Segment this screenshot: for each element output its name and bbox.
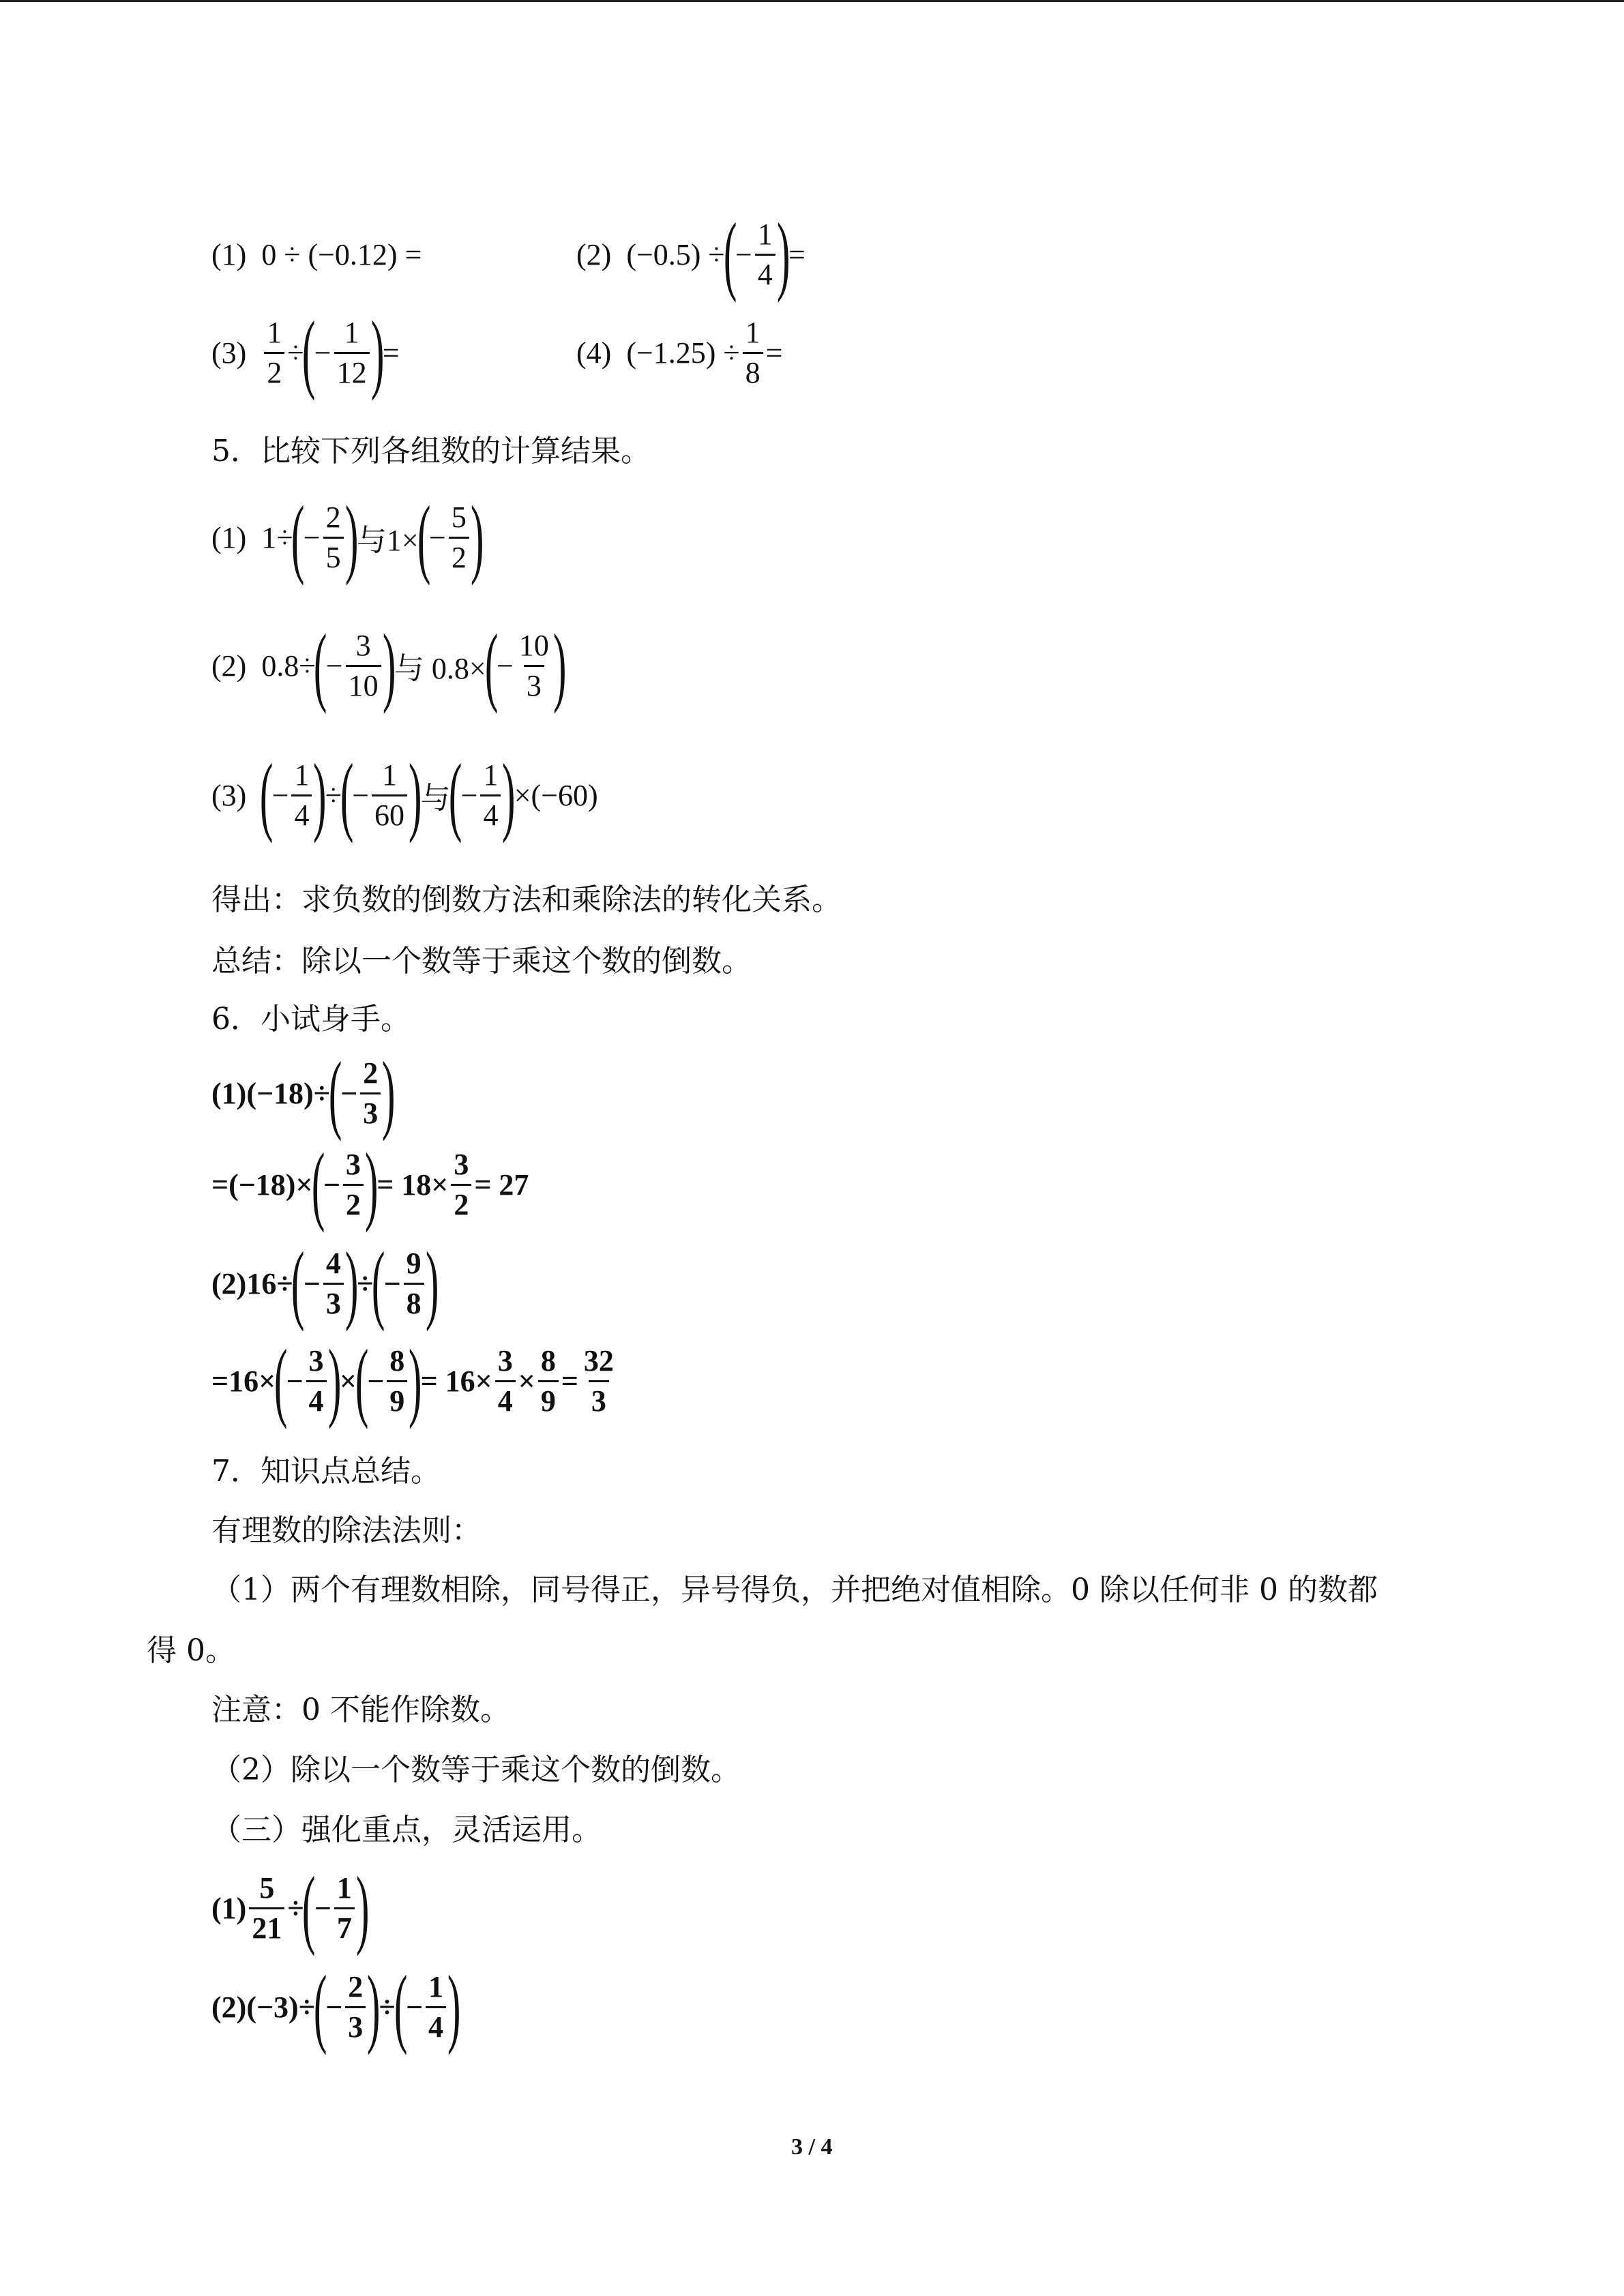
expression-part: (−0.5) ÷ [626,237,725,271]
denominator: 12 [334,352,370,388]
left-paren: ( [372,1234,385,1332]
fraction [323,500,344,574]
problem-4 [576,308,782,397]
left-paren: ( [291,488,305,586]
minus-sign: − [303,520,321,554]
denominator: 4 [480,794,501,831]
fraction [334,1870,355,1945]
operator: ÷ [357,1266,374,1300]
minus-sign: − [325,648,343,683]
numerator: 1 [267,315,282,349]
minus-sign: − [352,778,370,812]
left-paren: ( [314,616,327,715]
denominator: 4 [306,1380,327,1416]
result: = 27 [474,1167,529,1202]
expression-part: 与 [420,781,451,815]
equals: = [765,336,783,370]
minus-sign: − [323,1167,340,1202]
problem-label: (4) [576,336,612,370]
minus-sign: − [367,1364,385,1398]
right-paren: ) [552,616,567,715]
left-paren: ( [484,616,499,715]
minus-sign: − [460,778,478,812]
denominator: 9 [538,1380,559,1416]
page-number: 3 / 4 [791,2134,833,2160]
minus-sign: − [314,1891,331,1925]
denominator: 3 [589,1380,609,1416]
right-paren: ) [327,1332,341,1430]
left-paren: ( [311,1135,325,1234]
problem-2 [576,205,806,303]
left-paren: ( [313,1958,327,2056]
note-text: 注意：0 不能作除数。 [211,1693,510,1727]
numerator: 1 [336,1870,352,1905]
operator: × [339,1364,357,1398]
right-paren: ) [355,1859,370,1957]
question-5-title: 5．比较下列各组数的计算结果。 [211,434,651,468]
fraction [755,217,776,291]
denominator: 3 [345,2006,366,2042]
expression-part: (−18)× [228,1167,313,1202]
equals: = [211,1167,229,1202]
problem-label: (2) [211,648,247,683]
fraction [404,1246,424,1320]
equals: = [561,1364,578,1398]
minus-sign: − [314,336,331,370]
problem-label: (2) [211,1266,247,1300]
numerator: 9 [406,1246,422,1280]
numerator: 1 [428,1969,444,2003]
operator: ÷ [287,1891,304,1925]
left-paren: ( [449,746,462,844]
fraction [516,628,552,702]
expression-part: 16÷ [246,1266,293,1300]
exercise-2 [211,1958,461,2056]
equals: = [211,1364,229,1398]
left-paren: ( [302,303,316,402]
fraction [449,500,469,574]
denominator: 8 [404,1283,424,1319]
rule-1-text-continued: 得 0。 [147,1633,235,1668]
minus-sign: − [271,778,289,812]
numerator: 1 [757,217,773,251]
solution-2-line-1 [211,1234,439,1332]
right-paren: ) [370,303,384,402]
expression-part: = 16× [420,1364,492,1398]
numerator: 8 [389,1343,405,1377]
numerator: 8 [540,1343,556,1377]
operator: ÷ [325,778,342,812]
denominator: 21 [249,1907,284,1943]
operator: × [518,1364,535,1398]
problem-label: (1) [211,1891,247,1925]
numerator: 3 [308,1343,324,1377]
numerator: 3 [355,628,371,662]
expression-part: (−18)÷ [246,1076,330,1110]
denominator: 5 [323,537,344,573]
right-paren: ) [470,488,484,586]
numerator: 32 [583,1343,614,1377]
left-paren: ( [291,1234,305,1332]
numerator: 2 [348,1969,364,2003]
numerator: 10 [518,628,549,662]
expression-part: (−1.25) ÷ [626,336,740,370]
rule-2-text: （2）除以一个数等于乘这个数的倒数。 [211,1753,741,1787]
left-paren: ( [260,746,274,844]
fraction [306,1343,327,1418]
denominator: 10 [346,665,381,701]
expression-part: 16× [228,1364,276,1398]
fraction [451,1147,471,1221]
denominator: 3 [323,1283,344,1319]
fraction [538,1343,559,1418]
denominator: 3 [524,665,544,701]
compare-2 [211,616,567,715]
right-paren: ) [408,746,422,844]
summary-text: 总结：除以一个数等于乘这个数的倒数。 [211,944,752,979]
question-6-title: 6．小试身手。 [211,1002,411,1037]
solution-1-line-2 [211,1135,529,1234]
minus-sign: − [303,1266,321,1300]
denominator: 7 [334,1907,355,1943]
question-7-title: 7．知识点总结。 [211,1454,441,1489]
compare-1 [211,488,484,586]
operator: ÷ [379,1990,396,2024]
denominator: 4 [291,794,312,831]
right-paren: ) [364,1135,379,1234]
expression-part: 与 0.8× [394,652,486,685]
left-paren: ( [417,488,431,586]
fraction [743,315,763,389]
right-paren: ) [425,1234,439,1332]
left-paren: ( [394,1958,408,2056]
fraction [291,760,312,831]
expression-part: ×(−60) [514,778,598,812]
expression: 0 ÷ (−0.12) = [261,237,422,271]
right-paren: ) [447,1958,461,2056]
denominator: 8 [743,352,763,388]
minus-sign: − [325,1990,343,2024]
equals: = [382,336,400,370]
fraction [360,1058,381,1129]
equals: = [788,237,806,271]
denominator: 4 [426,2006,446,2042]
numerator: 3 [345,1147,361,1181]
denominator: 9 [387,1380,407,1416]
problem-1 [211,210,422,299]
left-paren: ( [302,1859,316,1957]
right-paren: ) [502,746,516,844]
numerator: 4 [325,1246,341,1280]
numerator: 5 [259,1870,275,1905]
right-paren: ) [409,1332,422,1430]
problem-label: (1) [211,1076,247,1110]
denominator: 2 [451,1184,471,1220]
numerator: 1 [382,758,398,792]
left-paren: ( [274,1332,288,1430]
minus-sign: − [497,648,514,683]
minus-sign: − [429,520,446,554]
left-paren: ( [355,1332,369,1430]
fraction [334,315,370,389]
top-border-line [0,0,1624,2]
fraction [249,1870,284,1945]
denominator: 3 [360,1092,381,1129]
expression-part: (−3)÷ [246,1990,315,2024]
denominator: 2 [264,352,284,388]
numerator: 1 [294,758,310,792]
problem-label: (2) [576,237,612,271]
minus-sign: − [735,237,752,271]
right-paren: ) [344,488,358,586]
rule-heading: 有理数的除法法则： [211,1513,482,1548]
expression-part: 1÷ [261,520,293,554]
denominator: 60 [372,794,407,831]
problem-label: (1) [211,237,247,271]
numerator: 1 [745,315,761,349]
numerator: 2 [325,500,341,534]
expression-part: = 18× [377,1167,449,1202]
fraction [372,760,407,831]
fraction [480,760,501,831]
right-paren: ) [382,1044,396,1142]
numerator: 3 [454,1147,469,1181]
minus-sign: − [286,1364,304,1398]
solution-2-line-2 [211,1332,619,1430]
denominator: 2 [343,1184,364,1220]
expression-part: 与1× [356,524,419,557]
fraction [343,1147,364,1221]
fraction [345,1969,366,2044]
denominator: 4 [755,254,776,290]
numerator: 2 [363,1056,379,1090]
numerator: 1 [483,758,499,792]
denominator: 4 [495,1380,516,1416]
fraction [323,1246,344,1320]
left-paren: ( [340,746,354,844]
exercise-1 [211,1859,370,1957]
problem-label: (3) [211,778,247,812]
right-paren: ) [367,1958,381,2056]
operator: ÷ [287,336,304,370]
left-paren: ( [328,1044,342,1142]
right-paren: ) [776,205,791,303]
numerator: 3 [497,1343,513,1377]
solution-1-line-1 [211,1044,396,1142]
problem-3 [211,303,400,402]
fraction [581,1343,617,1418]
fraction [346,628,381,702]
fraction [387,1343,407,1418]
fraction [426,1969,446,2044]
expression-part: 0.8÷ [261,648,316,683]
rule-1-text: （1）两个有理数相除，同号得正，异号得负，并把绝对值相除。0 除以任何非 0 的数都 [211,1572,1378,1607]
problem-label: (1) [211,520,247,554]
numerator: 5 [451,500,467,534]
numerator: 1 [344,315,359,349]
left-paren: ( [723,205,737,303]
minus-sign: − [405,1990,424,2024]
compare-3 [211,746,598,844]
problem-label: (3) [211,336,247,370]
right-paren: ) [382,616,396,715]
section-3-heading: （三）强化重点，灵活运用。 [211,1813,602,1847]
fraction [264,315,284,389]
denominator: 2 [449,537,469,573]
problem-label: (2) [211,1990,247,2024]
right-paren: ) [344,1234,359,1332]
fraction [495,1343,516,1418]
minus-sign: − [383,1266,401,1300]
minus-sign: − [340,1076,358,1110]
derive-text: 得出：求负数的倒数方法和乘除法的转化关系。 [211,882,842,917]
right-paren: ) [313,746,327,844]
